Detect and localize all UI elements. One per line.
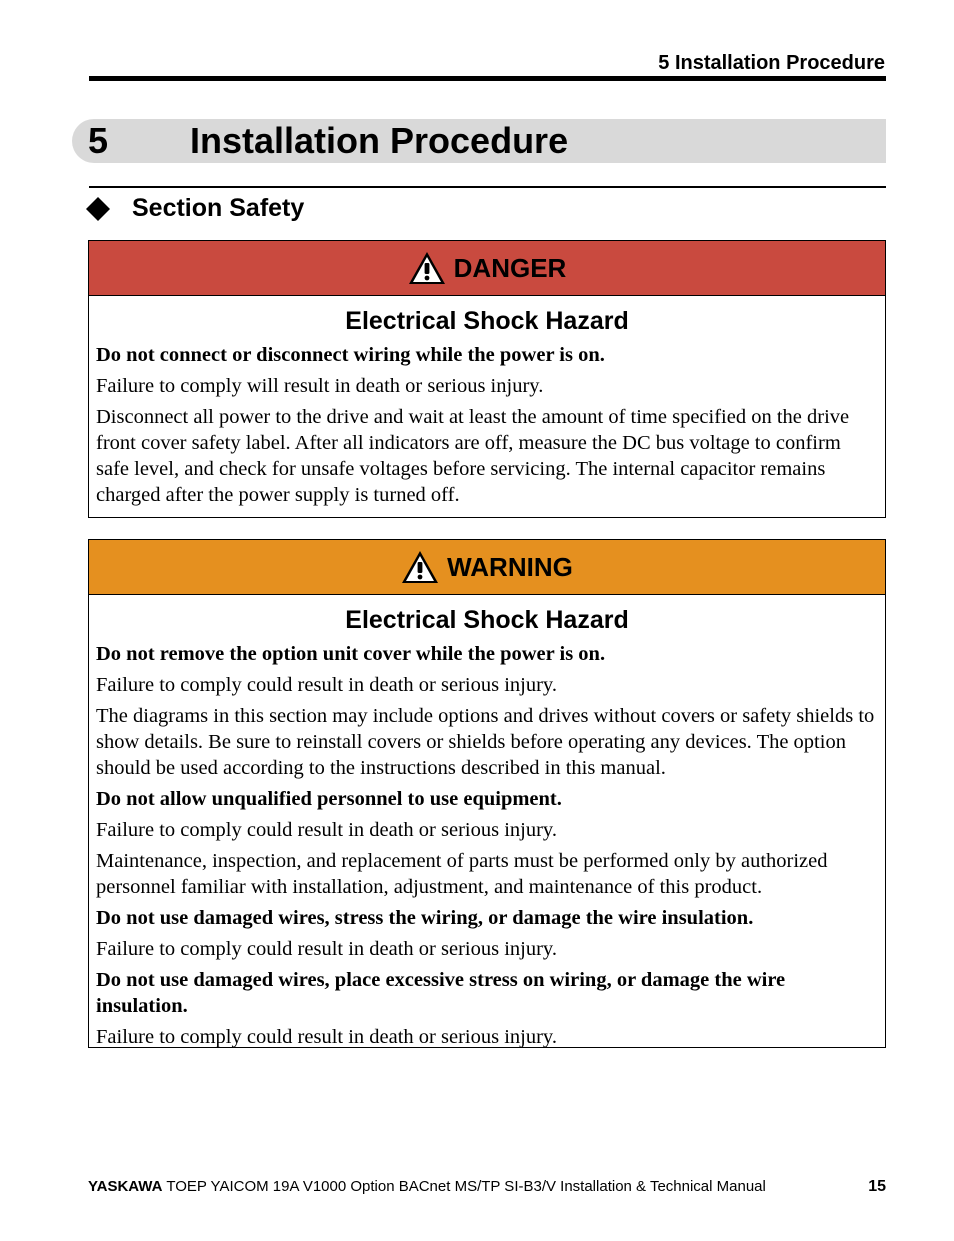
warning-body [89,595,885,1060]
detail-text: The diagrams in this section may include options and drives without covers or safety shields to show details. Be sure to reinstall covers or shields before operating any devices. The option should be used according to the instructions described in this manual. [96,705,875,779]
consequence-text: Failure to comply will result in death or serious injury. [96,375,544,397]
footer-manual-title [88,1178,766,1195]
hazard-title: Electrical Shock Hazard [345,307,629,335]
instruction-text: Do not use damaged wires, place excessive stress on wiring, or damage the wire insulation. [96,969,786,1017]
chapter-title: Installation Procedure [190,120,569,161]
running-header: 5 Installation Procedure [658,52,885,74]
warning-box [88,539,886,1048]
danger-box [88,240,886,518]
instruction-text: Do not remove the option unit cover while the power is on. [96,643,606,665]
diamond-bullet-icon [86,197,110,221]
detail-text: Maintenance, inspection, and replacement of parts must be performed only by authorized personnel familiar with installation, adjustment, and maintenance of this product. [96,850,828,898]
instruction-text: Do not connect or disconnect wiring while the power is on. [96,344,605,366]
chapter-number: 5 [88,120,109,161]
danger-body [89,296,885,518]
hazard-title: Electrical Shock Hazard [345,606,629,634]
consequence-text: Failure to comply could result in death or serious injury. [96,819,557,841]
warning-triangle-icon [401,550,439,584]
danger-header [89,241,885,296]
header-rule [89,76,886,81]
footer-brand: YASKAWA [88,1178,163,1195]
section-title: Section Safety [132,194,305,222]
consequence-text: Failure to comply could result in death or serious injury. [96,674,557,696]
danger-label: DANGER [453,252,567,283]
page-number: 15 [868,1178,886,1195]
section-rule [89,186,886,188]
consequence-text: Failure to comply could result in death or serious injury. [96,1026,557,1048]
footer-manual-name: TOEP YAICOM 19A V1000 Option BACnet MS/TP SI-B3/V Installation & Technical Manual [162,1178,766,1195]
instruction-text: Do not allow unqualified personnel to use equipment. [96,788,562,810]
instruction-text: Do not use damaged wires, stress the wiring, or damage the wire insulation. [96,907,754,929]
consequence-text: Failure to comply could result in death or serious injury. [96,938,557,960]
warning-triangle-icon [408,251,446,285]
warning-label: WARNING [447,551,573,582]
detail-text: Disconnect all power to the drive and wait at least the amount of time specified on the drive front cover safety label. After all indicators are off, measure the DC bus voltage to confirm safe level, and check for unsafe voltages before servicing. The internal capacitor remains charged after the power supply is turned off. [96,406,850,506]
warning-header [89,540,885,595]
